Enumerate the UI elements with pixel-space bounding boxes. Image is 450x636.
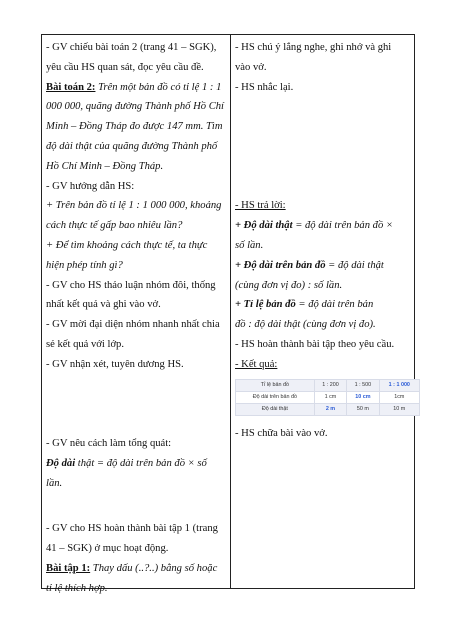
formula-line — [235, 295, 411, 315]
text-line: sẻ kết quả với lớp. — [46, 338, 124, 350]
text-line: + Trên bản đồ tỉ lệ 1 : 1 000 000, khoảng — [46, 200, 222, 212]
table-cell: 1cm — [379, 391, 419, 403]
exercise-1-heading: Bài tập 1: — [46, 562, 91, 574]
text-line: hiện phép tính gì? — [46, 259, 123, 271]
formula-line — [235, 216, 411, 236]
text-line: - GV nêu cách làm tổng quát: — [46, 437, 172, 449]
text-segment: = độ dài thật — [325, 259, 384, 271]
text-line: số lần. — [235, 239, 264, 251]
text-line: đồ : độ dài thật (cùng đơn vị đo). — [235, 319, 376, 331]
text-segment: Trên một bản đồ có tỉ lệ 1 : 1 — [95, 81, 222, 93]
text-line: - HS chú ý lắng nghe, ghi nhớ và ghi — [235, 42, 392, 53]
teacher-column — [46, 38, 226, 599]
table-row — [236, 379, 420, 391]
table-cell: Độ dài trên bản đồ — [236, 391, 315, 403]
exercise-1-line — [46, 559, 226, 579]
text-line: Hồ Chí Minh – Đồng Tháp. — [46, 160, 164, 172]
text-line: 41 – SGK) ở mục hoạt động. — [46, 543, 169, 555]
table-row — [236, 403, 420, 415]
text-segment: + Độ dài thật — [235, 220, 293, 232]
table-cell: 10 m — [379, 403, 419, 415]
text-line: - HS nhắc lại. — [235, 81, 294, 93]
text-segment: + Tỉ lệ bản đồ — [235, 299, 296, 311]
table-cell: 1 : 1 000 — [379, 379, 419, 391]
table-cell: 1 : 500 — [347, 379, 379, 391]
text-line: (cùng đơn vị đo) : số lần. — [235, 279, 343, 291]
text-line: - GV hướng dẫn HS: — [46, 180, 135, 192]
table-cell: 10 cm — [347, 391, 379, 403]
student-column — [235, 38, 411, 443]
text-line: - Kết quả: — [235, 358, 278, 370]
text-line: cách thực tế gấp bao nhiêu lần? — [46, 220, 183, 232]
text-line: - GV cho HS thảo luận nhóm đôi, thống — [46, 279, 216, 291]
text-line: + Để tìm khoảng cách thực tế, ta thực — [46, 239, 208, 251]
text-line: vào vở. — [235, 61, 267, 73]
table-cell: 2 m — [314, 403, 346, 415]
problem-2-line — [46, 78, 226, 98]
text-line: nhất kết quả và ghi vào vở. — [46, 299, 161, 311]
text-line: tỉ lệ thích hợp. — [46, 582, 108, 594]
text-line: 000 000, quãng đường Thành phố Hồ Chí — [46, 101, 224, 113]
text-line: lần. — [46, 477, 63, 489]
text-line: - HS chữa bài vào vở. — [235, 427, 328, 439]
text-line: - GV mời đại diện nhóm nhanh nhất chia — [46, 319, 220, 331]
column-divider — [230, 35, 231, 588]
table-cell: Tỉ lệ bản đồ — [236, 379, 315, 391]
formula-line — [46, 454, 226, 474]
text-segment: Độ dài — [46, 457, 76, 469]
table-cell: 1 : 200 — [314, 379, 346, 391]
text-line: - GV cho HS hoàn thành bài tập 1 (trang — [46, 523, 218, 535]
problem-2-heading: Bài toán 2: — [46, 81, 96, 93]
result-table — [235, 379, 420, 416]
text-line: yêu cầu HS quan sát, đọc yêu cầu đề. — [46, 61, 204, 73]
text-line: độ dài thật của quãng đường Thành phố — [46, 140, 218, 152]
formula-line — [235, 256, 411, 276]
text-segment: thật = độ dài trên bản đồ × số — [75, 457, 207, 469]
text-line: - GV nhận xét, tuyên dương HS. — [46, 358, 184, 370]
table-cell: 50 m — [347, 403, 379, 415]
text-line: - HS hoàn thành bài tập theo yêu cầu. — [235, 338, 395, 350]
text-line: Minh – Đồng Tháp đo được 147 mm. Tìm — [46, 121, 223, 133]
text-segment: = độ dài trên bản đồ × — [292, 220, 394, 232]
table-cell: 1 cm — [314, 391, 346, 403]
lesson-table — [41, 34, 415, 594]
text-line: - GV chiếu bài toán 2 (trang 41 – SGK), — [46, 42, 217, 53]
text-segment: + Độ dài trên bản đồ — [235, 259, 326, 271]
text-line: - HS trả lời: — [235, 200, 286, 212]
table-cell: Độ dài thật — [236, 403, 315, 415]
text-segment: Thay dấu (..?..) bằng số hoặc — [90, 562, 218, 574]
text-segment: = độ dài trên bản — [295, 299, 374, 311]
table-row — [236, 391, 420, 403]
